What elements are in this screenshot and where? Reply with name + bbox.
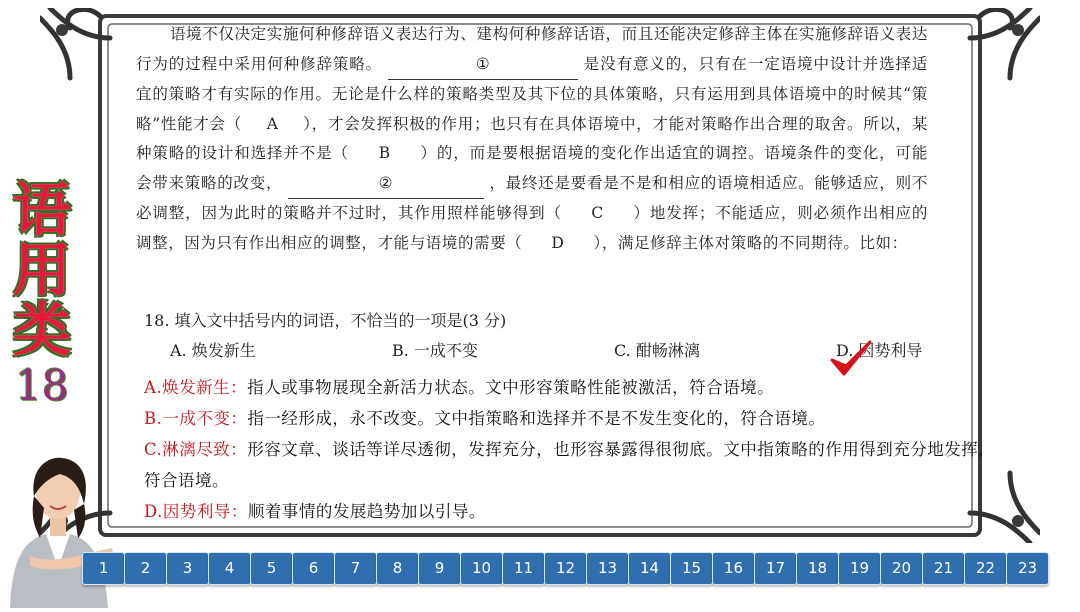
page-button-10[interactable]: 10 [460, 552, 503, 585]
page-button-4[interactable]: 4 [208, 552, 251, 585]
answer-item [144, 434, 1004, 496]
answer-item [144, 372, 1004, 403]
category-char: 类 [12, 296, 71, 364]
page-button-17[interactable]: 17 [754, 552, 797, 585]
question-number: 18 [15, 361, 69, 410]
page-button-3[interactable]: 3 [166, 552, 209, 585]
answer-key: A.焕发新生： [144, 378, 248, 397]
category-char: 语 [12, 176, 71, 244]
page-button-9[interactable]: 9 [418, 552, 461, 585]
answer-item [144, 496, 1004, 527]
page-navigation [82, 552, 1072, 584]
blank-2: ② [288, 169, 484, 200]
page-button-18[interactable]: 18 [796, 552, 839, 585]
answer-text: 顺着事情的发展趋势加以引导。 [247, 502, 486, 521]
page-button-5[interactable]: 5 [250, 552, 293, 585]
passage-text: ）的，而是要根据语境的变化作出适宜的调控。语境条件的变化，可能会带来策略的改变， [136, 144, 928, 192]
answer-key: C.淋漓尽致： [144, 440, 248, 459]
page-button-12[interactable]: 12 [544, 552, 587, 585]
page-button-14[interactable]: 14 [628, 552, 671, 585]
page-button-8[interactable]: 8 [376, 552, 419, 585]
page-button-20[interactable]: 20 [880, 552, 923, 585]
category-char: 用 [12, 236, 71, 304]
answer-explanations [144, 372, 1004, 527]
option-b[interactable]: B. 一成不变 [392, 341, 478, 360]
paren-d: D [551, 233, 565, 252]
paren-c: C [591, 204, 604, 222]
paren-b: B [378, 144, 391, 162]
question-stem: 18. 填入文中括号内的词语，不恰当的一项是(3 分) [144, 311, 507, 330]
page-button-21[interactable]: 21 [922, 552, 965, 585]
answer-item [144, 403, 1004, 434]
page-button-6[interactable]: 6 [292, 552, 335, 585]
answer-text: 指一经形成，永不改变。文中指策略和选择并不是不发生变化的，符合语境。 [247, 409, 826, 428]
page-button-11[interactable]: 11 [502, 552, 545, 585]
answer-text: 指人或事物展现全新活力状态。文中形容策略性能被激活，符合语境。 [247, 378, 775, 397]
answer-key: B.一成不变： [144, 409, 248, 428]
page-button-19[interactable]: 19 [838, 552, 881, 585]
passage-text: ）地发挥；不能适应，则必须作出相应的调整，因为只有作出相应的调整，才能与语境的需要（ [136, 204, 928, 252]
option-d[interactable]: D. 因势利导 [836, 341, 923, 360]
page-button-7[interactable]: 7 [334, 552, 377, 585]
passage-text: 语境不仅决定实施何种修辞语义表达行为、建构何种修辞话语，而且还能决定修辞主体在实施修辞语义表达行为的过程中采用何种修辞策略。 [136, 25, 928, 73]
blank-1: ① [388, 50, 578, 81]
page-button-16[interactable]: 16 [712, 552, 755, 585]
passage-text: ），满足修辞主体对策略的不同期待。比如： [593, 233, 908, 252]
answer-key: D.因势利导： [144, 502, 248, 521]
option-a[interactable]: A. 焕发新生 [170, 341, 256, 360]
passage-text: ），才会发挥积极的作用；也只有在具体语境中，才能对策略作出合理的取舍。所以，某种策略的设计和选择并不是（ [136, 114, 929, 162]
page-button-1[interactable]: 1 [82, 552, 125, 585]
page-button-22[interactable]: 22 [964, 552, 1007, 585]
passage-text: 是没有意义的，只有在一定语境中设计并选择适宜的策略才有实际的作用。无论是什么样的策略类型及其下位的具体策略，只有运用到具体语境中的时候其“策略”性能才会（ [136, 54, 928, 133]
page-button-15[interactable]: 15 [670, 552, 713, 585]
page-button-2[interactable]: 2 [124, 552, 167, 585]
category-label [6, 176, 78, 410]
passage-text: ，最终还是要看是不是和相应的语境相适应。能够适应，则不必调整，因为此时的策略并不过时，其作用照样能够得到（ [136, 173, 928, 222]
page-button-13[interactable]: 13 [586, 552, 629, 585]
option-c[interactable]: C. 酣畅淋漓 [614, 341, 700, 360]
reading-passage [136, 20, 928, 258]
answer-text: 形容文章、谈话等详尽透彻，发挥充分，也形容暴露得很彻底。文中指策略的作用得到充分地发挥，符合语境。 [144, 440, 996, 490]
page-button-23[interactable]: 23 [1006, 552, 1049, 585]
paren-a: A [266, 114, 279, 133]
